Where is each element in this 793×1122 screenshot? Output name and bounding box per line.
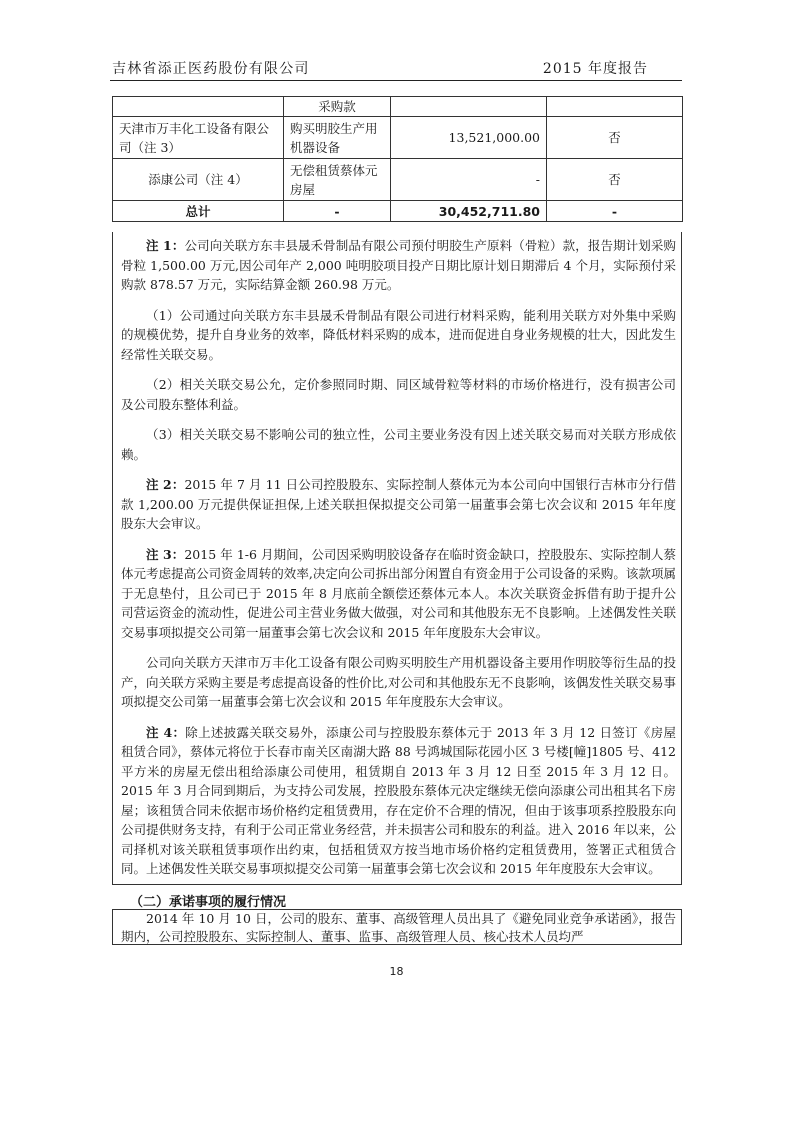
total-approved: - [547, 201, 683, 222]
related-transactions-table [112, 96, 683, 222]
cell-amount: - [391, 159, 547, 201]
cell-amount: 13,521,000.00 [391, 117, 547, 159]
note-3-text: 2015 年 1-6 月期间，公司因采购明胶设备存在临时资金缺口，控股股东、实际控制人蔡体元考虑提高公司资金周转的效率,决定向公司拆出部分闲置自有资金用于公司设备的采购。该款项属于无息垫付，且公司已于 2015 年 8 月底前全额偿还蔡体元本人。本次关联资金拆借有助于提升公司营运资金的流动性，促进公司主营业务做大做强，对公司和其他股东无不良影响。上述偶发性关联交易事项拟提交公司第一届董事会第七次会议和 2015 年年度股东大会审议。 [121, 546, 676, 640]
total-content: - [284, 201, 391, 222]
table-row [113, 117, 683, 159]
note-1-point-3: （3）相关关联交易不影响公司的独立性，公司主要业务没有因上述关联交易而对关联方形成依赖。 [121, 427, 676, 462]
section-heading: （二）承诺事项的履行情况 [130, 895, 287, 910]
note-4-label: 注 4： [146, 724, 186, 740]
cell-approved: 否 [547, 159, 683, 201]
cell-party: 天津市万丰化工设备有限公司（注 3） [113, 117, 284, 159]
note-1-point-2: （2）相关关联交易公允，定价参照同时期、同区域骨粒等材料的市场价格进行，没有损害公司及公司股东整体利益。 [121, 377, 676, 412]
note-1 [121, 236, 676, 295]
note-3-label: 注 3： [146, 546, 185, 562]
note-1-point-1: （1）公司通过向关联方东丰县晟禾骨制品有限公司进行材料采购，能利用关联方对外集中采购的规模优势，提升自身业务的效率，降低材料采购的成本，进而促进自身业务规模的壮大，因此发生经常性关联交易。 [121, 307, 676, 362]
note-2 [121, 475, 676, 534]
note-3-paragraph: 公司向关联方天津市万丰化工设备有限公司购买明胶生产用机器设备主要用作明胶等衍生品的投产，向关联方采购主要是考虑提高设备的性价比,对公司和其他股东无不良影响，该偶发性关联交易事项拟提交公司第一届董事会第七次会议和 2015 年年度股东大会审议。 [121, 655, 676, 709]
note-3 [121, 545, 676, 643]
report-title: 2015 年度报告 [542, 61, 648, 77]
cell-party: 添康公司（注 4） [113, 159, 284, 201]
note-1-label: 注 1： [146, 238, 185, 253]
page-number: 18 [389, 965, 404, 978]
note-4-text: 除上述披露关联交易外，添康公司与控股股东蔡体元于 2013 年 3 月 12 日签订《房屋租赁合同》，蔡体元将位于长春市南关区南湖大路 88 号鸿城国际花园小区 3 号楼[幢]1805 号、412 平方米的房屋无偿出租给添康公司使用，租赁期自 2013 年 3 月 12 日至 2015 年 3 月 12 日。2015 年 3 月合同到期后，为支持公司发展，控股股东蔡体元决定继续无偿向添康公司出租其名下房屋；该租赁合同未依据市场价格约定租赁费用，存在定价不合理的情况，但由于该事项系控股股东向公司提供财务支持，有利于公司正常业务经营，并未损害公司和股东的利益。进入 2016 年以来，公司择机对该关联租赁事项作出约束，包括租赁双方按当地市场价格约定租赁费用，签署正式租赁合同。上述偶发性关联交易事项拟提交公司第一届董事会第七次会议和 2015 年年度股东大会审议。 [121, 724, 676, 876]
cell-approved [547, 97, 683, 117]
cell-content: 无偿租赁蔡体元房屋 [284, 159, 391, 201]
cell-content: 购买明胶生产用机器设备 [284, 117, 391, 159]
table-total-row [113, 201, 683, 222]
commitment-box [112, 909, 682, 945]
total-amount: 30,452,711.80 [391, 201, 547, 222]
note-4 [121, 723, 676, 879]
cell-amount [391, 97, 547, 117]
notes-box [112, 232, 682, 885]
table-row [113, 159, 683, 201]
note-2-text: 2015 年 7 月 11 日公司控股股东、实际控制人蔡体元为本公司向中国银行吉林市分行借款 1,200.00 万元提供保证担保,上述关联担保拟提交公司第一届董事会第七次会议和 2015 年年度股东大会审议。 [121, 477, 676, 531]
total-label: 总计 [113, 201, 284, 222]
cell-approved: 否 [547, 117, 683, 159]
commitment-text: 2014 年 10 月 10 日，公司的股东、董事、高级管理人员出具了《避免同业竞争承诺函》，报告期内，公司控股股东、实际控制人、董事、监事、高级管理人员、核心技术人员均严 [121, 911, 676, 944]
cell-content: 采购款 [284, 97, 391, 117]
note-2-label: 注 2： [146, 477, 185, 492]
header-divider [110, 80, 682, 81]
company-name: 吉林省添正医药股份有限公司 [112, 61, 310, 77]
cell-party [113, 97, 284, 117]
table-row [113, 97, 683, 117]
note-1-text: 公司向关联方东丰县晟禾骨制品有限公司预付明胶生产原料（骨粒）款，报告期计划采购骨粒 1,500.00 万元,因公司年产 2,000 吨明胶项目投产日期比原计划日期滞后 4 个月，实际预付采购款 878.57 万元，实际结算金额 260.98 万元。 [121, 238, 676, 292]
